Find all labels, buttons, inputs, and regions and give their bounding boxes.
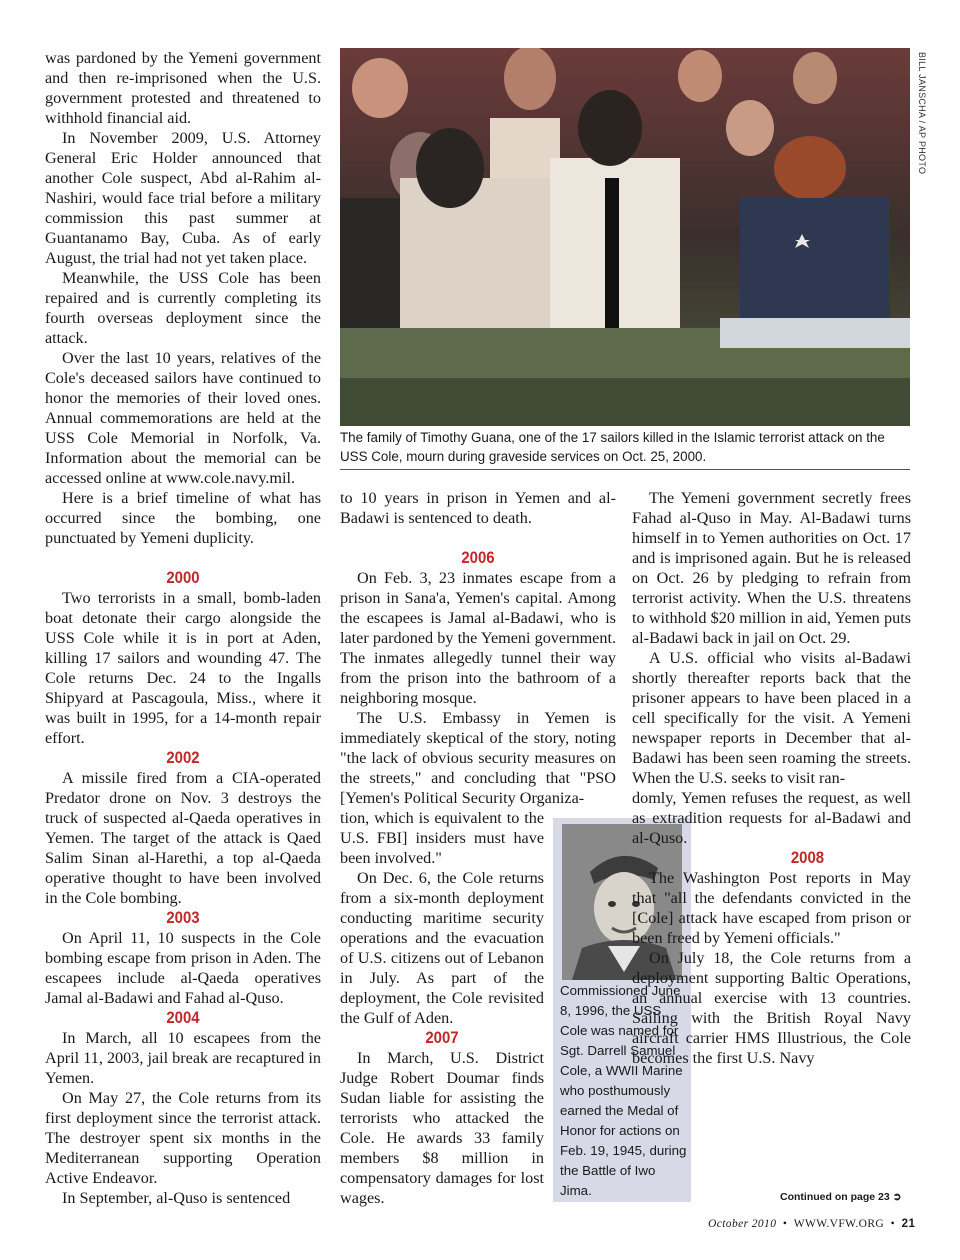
paragraph: On May 27, the Cole returns from its first deployment since the terrorist attack. The destroyer spent six months in the Mediterranean supporting Operation Active Endeavor. <box>45 1089 321 1187</box>
year-heading-2007: 2007 <box>425 1028 459 1047</box>
paragraph-wrapped: tion, which is equivalent to the U.S. FBI] insiders must have been involved." <box>340 809 544 867</box>
paragraph: On Feb. 3, 23 inmates escape from a prison in Sana'a, Yemen's capital. Among the escapees is Jamal al-Badawi, who is later pardoned by the Yemeni government. The inmates allegedly tunnel their way from the prison into the bathroom of a neighboring mosque. <box>340 569 616 707</box>
page-number: 21 <box>901 1218 916 1230</box>
footer-month: October 2010 <box>708 1218 777 1230</box>
paragraph: In March, U.S. District Judge Robert Doumar finds Sudan liable for assisting the terrorists who attacked the Cole. He awards 33 family members $8 million in compensatory damages for lost wages. <box>340 1049 544 1207</box>
paragraph: Over the last 10 years, relatives of the Cole's deceased sailors have continued to honor the memories of their loved ones. Annual commemorations are held at the USS Cole Memorial in Norfolk, Va. Information about the memorial can be accessed online at www.cole.navy.mil. <box>45 349 321 487</box>
page-footer: October 2010 • WWW.VFW.ORG • 21 <box>708 1218 916 1230</box>
paragraph: A U.S. official who visits al-Badawi shortly thereafter reports back that the prisoner appears to have been placed in a cell specifically for the visit. A Yemeni newspaper reports in December that al-Badawi has been seen roaming the streets. When the U.S. seeks to visit ran- <box>632 649 911 787</box>
paragraph: In November 2009, U.S. Attorney General Eric Holder announced that another Cole suspect, Abd al-Rahim al-Nashiri, would face trial before a military commission this past summer at Guantanamo Bay, Cuba. As of early August, the trial had not yet taken place. <box>45 129 321 267</box>
mourning-family-photo <box>340 48 910 426</box>
paragraph: Meanwhile, the USS Cole has been repaired and is currently completing its fourth overseas deployment since the attack. <box>45 269 321 347</box>
continued-link[interactable]: Continued on page 23 ➲ <box>780 1191 902 1203</box>
year-heading-2006: 2006 <box>461 548 495 567</box>
paragraph: In September, al-Quso is sentenced <box>62 1189 291 1207</box>
footer-site: WWW.VFW.ORG <box>793 1218 885 1230</box>
year-heading-2000: 2000 <box>166 568 200 587</box>
paragraph: On April 11, 10 suspects in the Cole bombing escape from prison in Aden. The escapees include al-Qaeda operatives Jamal al-Badawi and Fahad al-Quso. <box>45 929 321 1007</box>
paragraph: to 10 years in prison in Yemen and al-Badawi is sentenced to death. <box>340 489 616 527</box>
article-column-1 <box>45 48 321 1208</box>
paragraph: In March, all 10 escapees from the April 11, 2003, jail break are recaptured in Yemen. <box>45 1029 321 1087</box>
paragraph: A missile fired from a CIA-operated Predator drone on Nov. 3 destroys the truck of suspected al-Qaeda operatives in Yemen. The target of the attack is Qaed Salim Sinan al-Harethi, a top al-Qaeda operative thought to have been involved in the Cole bombing. <box>45 769 321 907</box>
paragraph: On July 18, the Cole returns from a deployment supporting Baltic Operations, an annual exercise with 13 countries. Sailing with the British Royal Navy aircraft carrier HMS Illustrious, the Cole becomes the first U.S. Navy <box>632 949 911 1067</box>
paragraph: Two terrorists in a small, bomb-laden boat detonate their cargo alongside the USS Cole while it is in port at Aden, killing 17 sailors and wounding 47. The Cole returns Dec. 24 to the Ingalls Shipyard at Pascagoula, Miss., where it was built in 1995, for a 14-month repair effort. <box>45 589 321 747</box>
caption-divider <box>340 469 910 470</box>
paragraph: On Dec. 6, the Cole returns from a six-month deployment conducting maritime security operations and the evacuation of U.S. citizens out of Lebanon in July. As part of the deployment, the Cole revisited the Gulf of Aden. <box>340 869 544 1027</box>
paragraph: The Yemeni government secretly frees Fahad al-Quso in May. Al-Badawi turns himself in to Yemen authorities on Oct. 17 and is imprisoned again. But he is released on Oct. 26 by pledging to refrain from terrorist activity. When the U.S. threatens to withhold $20 million in aid, Yemen puts al-Badawi back in jail on Oct. 29. <box>632 489 911 647</box>
year-heading-2003: 2003 <box>166 908 200 927</box>
photo-caption: The family of Timothy Guana, one of the 17 sailors killed in the Islamic terrorist attack on the USS Cole, mourn during graveside services on Oct. 25, 2000. <box>340 430 885 464</box>
article-column-3 <box>632 488 911 1068</box>
year-heading-2004: 2004 <box>166 1008 200 1027</box>
paragraph: The Washington Post reports in May that "all the defendants convicted in the [Cole] attack have escaped from prison or been freed by Yemeni officials." <box>632 869 911 947</box>
paragraph: Here is a brief timeline of what has occurred since the bombing, one punctuated by Yemeni duplicity. <box>45 489 321 547</box>
photo-illustration <box>340 48 910 426</box>
sidebar-text: Commissioned June 8, 1996, the USS Cole was named for Sgt. Darrell Samuel Cole, a WWII Marine who posthumously earned the Medal of Honor for actions on Feb. 19, 1945, during the Battle of Iwo Jima. <box>560 983 687 1198</box>
year-heading-2008: 2008 <box>790 848 825 867</box>
paragraph: was pardoned by the Yemeni government and then re-imprisoned when the U.S. government protested and threatened to withhold financial aid. <box>45 49 321 127</box>
photo-credit: BILL JANSCHA / AP PHOTO <box>917 52 927 175</box>
paragraph-wrapped: domly, Yemen refuses the request, as well as extradition requests for al-Badawi and al-Quso. <box>632 789 911 847</box>
year-heading-2002: 2002 <box>166 748 200 767</box>
paragraph: The U.S. Embassy in Yemen is immediately skeptical of the story, noting "the lack of obvious security measures on the streets," and concluding that "PSO [Yemen's Political Security Organiza- <box>340 709 616 807</box>
